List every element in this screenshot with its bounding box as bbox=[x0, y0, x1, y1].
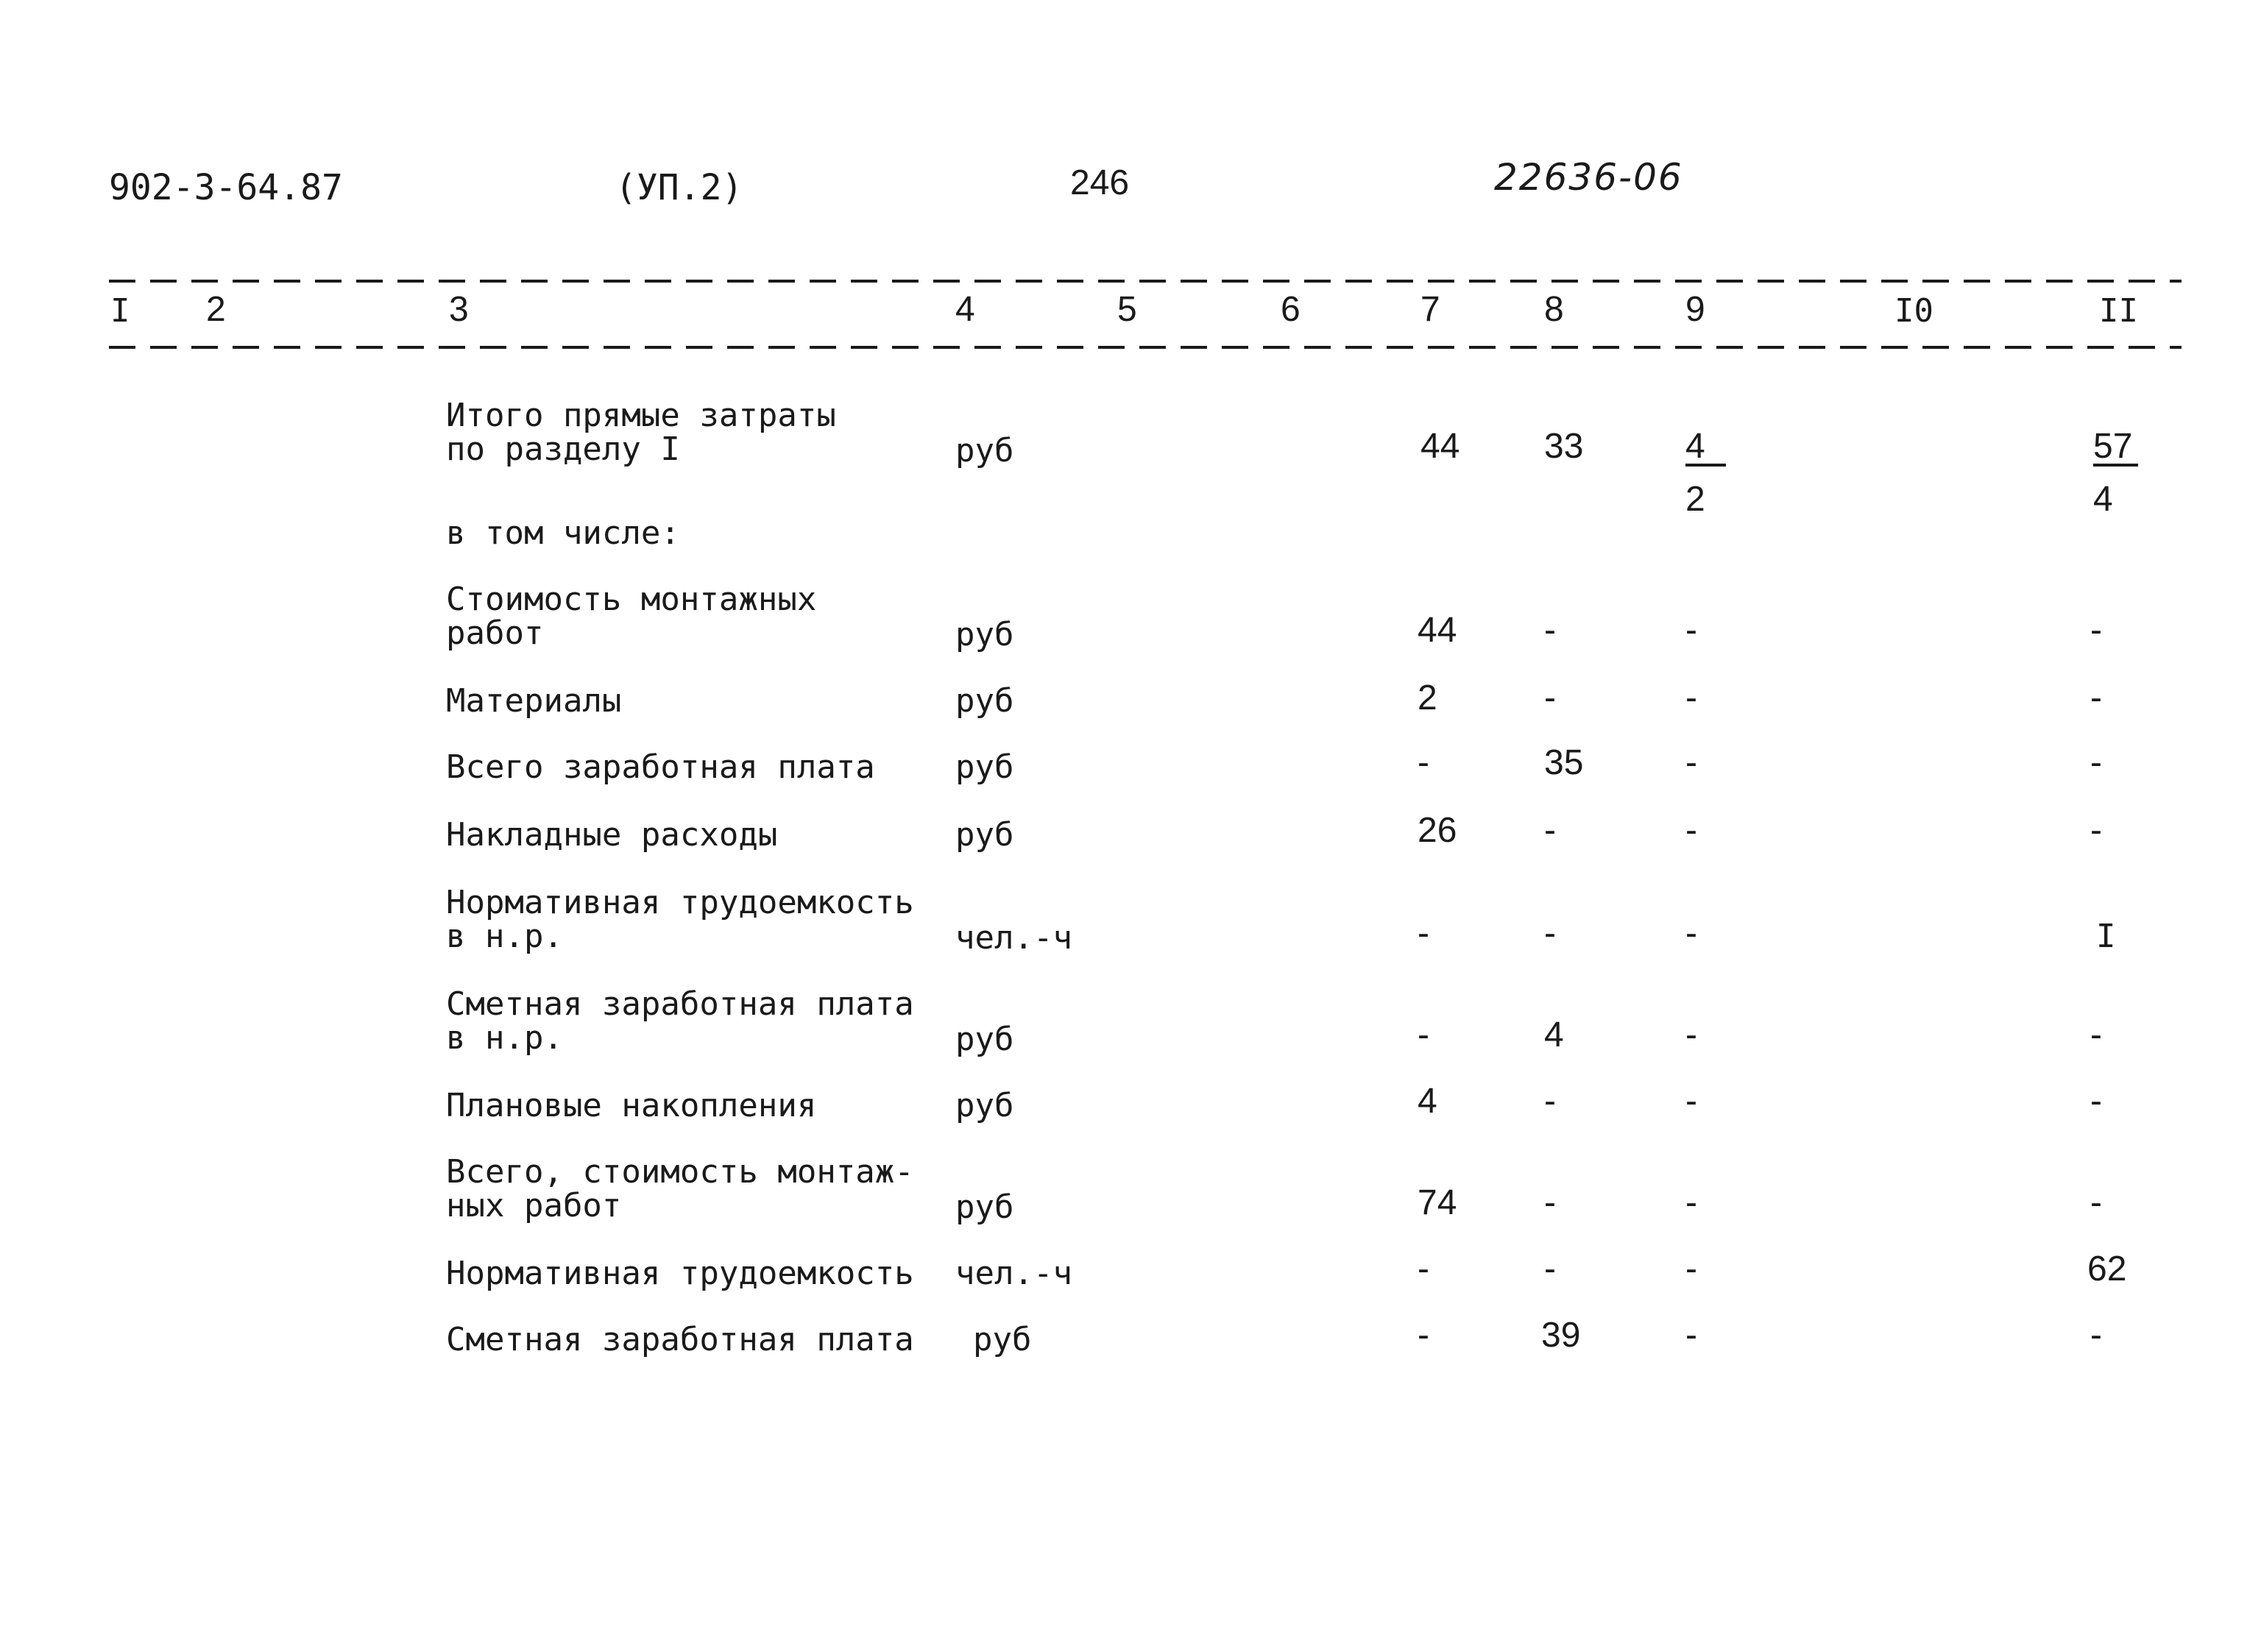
row-col11: - bbox=[2090, 1015, 2102, 1054]
row-col11: - bbox=[2090, 1316, 2102, 1355]
total-col7: 44 bbox=[1420, 427, 1460, 466]
row-col9: - bbox=[1685, 1082, 1697, 1121]
row-label-line2: в н.р. bbox=[446, 1019, 563, 1057]
total-col8: 33 bbox=[1544, 427, 1584, 466]
row-col11: I bbox=[2096, 918, 2116, 955]
row-unit: чел.-ч bbox=[955, 1255, 1072, 1292]
row-col7: - bbox=[1418, 1316, 1429, 1355]
row-col8: 35 bbox=[1544, 743, 1584, 782]
row-label-line1: Плановые накопления bbox=[446, 1087, 817, 1124]
row-col8: - bbox=[1544, 1249, 1556, 1288]
row-unit: руб bbox=[955, 616, 1014, 653]
row-col8: - bbox=[1544, 811, 1556, 850]
column-header-6: 6 bbox=[1281, 290, 1301, 329]
total-col11-fraction bbox=[2093, 427, 2138, 519]
header-top-rule bbox=[109, 280, 2182, 283]
row-label-line1: Сметная заработная плата bbox=[446, 1321, 914, 1358]
total-col11-numerator: 57 bbox=[2093, 430, 2138, 467]
row-label-line1: Сметная заработная плата bbox=[446, 985, 914, 1023]
row-col9: - bbox=[1685, 743, 1697, 782]
row-col9: - bbox=[1685, 1015, 1697, 1054]
row-col9: - bbox=[1685, 1249, 1697, 1288]
column-header-8: 8 bbox=[1544, 290, 1564, 329]
row-col7: 2 bbox=[1418, 678, 1437, 717]
row-col7: 44 bbox=[1418, 611, 1457, 650]
row-unit: руб bbox=[955, 748, 1014, 786]
column-header-2: 2 bbox=[206, 290, 226, 329]
row-col7: 26 bbox=[1418, 811, 1457, 850]
row-label-line2: работ bbox=[446, 614, 544, 652]
total-col9-numerator: 4 bbox=[1685, 430, 1726, 467]
row-col11: - bbox=[2090, 1183, 2102, 1222]
column-header-11: II bbox=[2099, 292, 2138, 330]
total-col9-fraction bbox=[1685, 427, 1726, 519]
total-label-line1: Итого прямые затраты bbox=[446, 397, 836, 434]
header-bottom-rule bbox=[109, 346, 2182, 349]
row-col9: - bbox=[1685, 611, 1697, 650]
row-col8: 39 bbox=[1541, 1316, 1581, 1355]
document-code: 902-3-64.87 bbox=[109, 167, 343, 208]
row-unit: руб bbox=[955, 1087, 1014, 1124]
row-col7: - bbox=[1418, 1249, 1429, 1288]
total-col9-denominator: 2 bbox=[1685, 480, 1705, 519]
row-col9: - bbox=[1685, 1183, 1697, 1222]
row-label-line2: в н.р. bbox=[446, 918, 563, 955]
row-col8: - bbox=[1544, 611, 1556, 650]
row-col11: - bbox=[2090, 743, 2102, 782]
row-col7: 74 bbox=[1418, 1183, 1457, 1222]
row-label-line1: Материалы bbox=[446, 682, 622, 720]
row-unit: чел.-ч bbox=[955, 919, 1072, 957]
row-col9: - bbox=[1685, 914, 1697, 953]
subheading: в том числе: bbox=[446, 514, 680, 552]
column-header-3: 3 bbox=[449, 290, 469, 329]
row-label-line1: Всего заработная плата bbox=[446, 748, 875, 786]
column-header-5: 5 bbox=[1117, 290, 1137, 329]
row-col11: - bbox=[2090, 1082, 2102, 1121]
row-col11: 62 bbox=[2087, 1249, 2127, 1288]
row-col9: - bbox=[1685, 1316, 1697, 1355]
row-unit: руб bbox=[955, 1021, 1014, 1058]
row-unit: руб bbox=[955, 682, 1014, 720]
row-unit: руб bbox=[973, 1321, 1032, 1358]
total-label-line2: по разделу I bbox=[446, 430, 680, 468]
row-unit: руб bbox=[955, 816, 1014, 854]
stamp-number: 22636-06 bbox=[1494, 156, 1683, 199]
row-label-line1: Стоимость монтажных bbox=[446, 581, 817, 618]
column-header-7: 7 bbox=[1420, 290, 1440, 329]
row-unit: руб bbox=[955, 1188, 1014, 1226]
row-col9: - bbox=[1685, 678, 1697, 717]
row-col7: 4 bbox=[1418, 1082, 1437, 1121]
row-col8: - bbox=[1544, 678, 1556, 717]
album-number: (УП.2) bbox=[615, 167, 743, 208]
total-col11-denominator: 4 bbox=[2093, 480, 2113, 519]
column-header-9: 9 bbox=[1685, 290, 1705, 329]
row-col7: - bbox=[1418, 1015, 1429, 1054]
column-header-1: I bbox=[110, 292, 130, 330]
row-label-line1: Нормативная трудоемкость bbox=[446, 1255, 914, 1292]
row-label-line1: Накладные расходы bbox=[446, 816, 778, 854]
row-col7: - bbox=[1418, 743, 1429, 782]
row-col11: - bbox=[2090, 611, 2102, 650]
row-label-line1: Всего, стоимость монтаж- bbox=[446, 1153, 914, 1191]
row-col11: - bbox=[2090, 811, 2102, 850]
column-header-10: I0 bbox=[1894, 292, 1933, 330]
row-col11: - bbox=[2090, 678, 2102, 717]
total-unit: руб bbox=[955, 432, 1014, 469]
column-header-4: 4 bbox=[955, 290, 975, 329]
row-col9: - bbox=[1685, 811, 1697, 850]
row-col8: 4 bbox=[1544, 1015, 1564, 1054]
row-label-line2: ных работ bbox=[446, 1187, 622, 1224]
page-number: 246 bbox=[1070, 163, 1130, 202]
row-col8: - bbox=[1544, 1183, 1556, 1222]
row-label-line1: Нормативная трудоемкость bbox=[446, 884, 914, 921]
row-col7: - bbox=[1418, 914, 1429, 953]
row-col8: - bbox=[1544, 1082, 1556, 1121]
row-col8: - bbox=[1544, 914, 1556, 953]
